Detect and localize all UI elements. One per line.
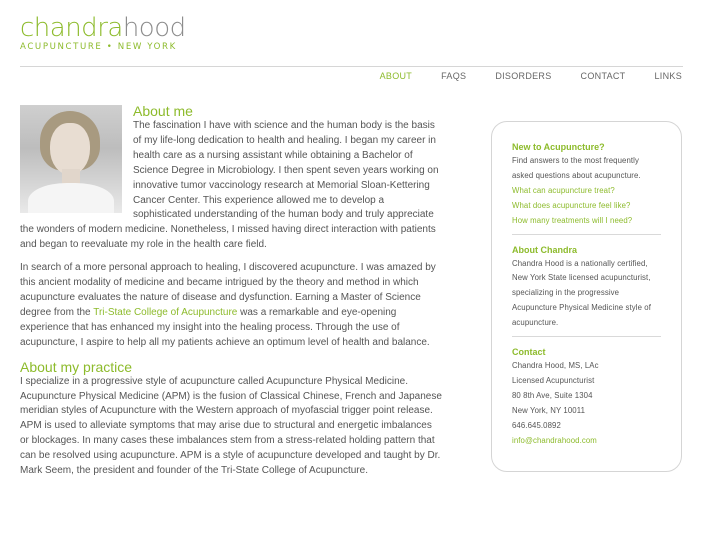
nav-faqs[interactable]: FAQS	[441, 71, 467, 81]
logo-wordmark	[20, 14, 186, 42]
contact-address-1: 80 8th Ave, Suite 1304	[512, 390, 593, 400]
about-paragraph-1: The fascination I have with science and the human body is the basis of my life-long dedication to health and healing. I began my career in health care as a nursing assistant while obtaining a Bachelor of Science Degree in Microbiology. I then spent seven years working on innovative tumor vaccinology research at Memorial Sloan-Kettering Cancer Center. This experience allowed me to develop a sophisticated understanding of the human body and truly appreciate the wonders of modern medicine. Nonetheless, I missed having direct interaction with patients and began to reevaluate my role in the health care field.	[20, 120, 439, 251]
contact-address-2: New York, NY 10011	[512, 405, 586, 415]
about-chandra-heading: About Chandra	[512, 244, 577, 255]
about-chandra-text: Chandra Hood is a nationally certified, New York State licensed acupuncturist, specializing in the progressive Acupuncture Physical Medicine style of acupuncture.	[512, 258, 652, 328]
header-divider	[20, 66, 683, 67]
logo-tagline: ACUPUNCTURE • NEW YORK	[20, 42, 177, 52]
contact-phone: 646.645.0892	[512, 420, 561, 430]
link-what-can-treat[interactable]: What can acupuncture treat?	[512, 185, 615, 195]
portrait-photo	[20, 105, 122, 213]
nav-disorders[interactable]: DISORDERS	[495, 71, 552, 81]
about-paragraph-2: In search of a more personal approach to healing, I discovered acupuncture. I was amazed by this ancient modality of medicine and became intrigued by the theory and method in which acupuncture evaluates the nature of disease and dysfunction. Earning a Master of Science degree from the Tri-State College of Acupuncture was a remarkable and eye-opening experience that has enhanced my insight into the healing process. Through the use of acupuncture, I aspire to help all my patients achieve an optimum level of health and balance.	[20, 262, 436, 348]
tri-state-college-link[interactable]: Tri-State College of Acupuncture	[93, 306, 238, 318]
nav-about[interactable]: ABOUT	[379, 71, 413, 81]
contact-email-link[interactable]: info@chandrahood.com	[512, 435, 597, 445]
main-nav	[351, 71, 682, 81]
contact-heading: Contact	[512, 347, 546, 358]
main-content	[20, 102, 442, 487]
nav-contact[interactable]: CONTACT	[580, 71, 626, 81]
contact-title: Licensed Acupuncturist	[512, 375, 595, 385]
about-me-heading: About me	[133, 103, 193, 119]
new-to-acupuncture-text: Find answers to the most frequently asked questions about acupuncture.	[512, 156, 641, 180]
sidebar-box	[491, 121, 682, 472]
link-what-feel-like[interactable]: What does acupuncture feel like?	[512, 200, 631, 210]
logo-part-chandra: chandra	[20, 13, 123, 43]
new-to-acupuncture-heading: New to Acupuncture?	[512, 142, 605, 152]
nav-links[interactable]: LINKS	[654, 71, 682, 81]
about-practice-heading: About my practice	[20, 358, 133, 375]
link-how-many-treatments[interactable]: How many treatments will I need?	[512, 215, 633, 225]
sidebar-divider	[512, 234, 661, 235]
contact-name: Chandra Hood, MS, LAc	[512, 361, 599, 371]
site-logo[interactable]	[20, 14, 186, 52]
sidebar-divider	[512, 336, 661, 337]
practice-paragraph: I specialize in a progressive style of acupuncture called Acupuncture Physical Medicine. Acupuncture Physical Medicine (APM) is the fusion of Classical Chinese, French and Japanese meridian styles of Acupuncture with the Western approach of myofascial trigger point release. APM is used to alleviate symptoms that may arise due to structural and energetic imbalances or blockages. In many cases these imbalances stem from a stress-related holding pattern that can be resolved using acupuncture. APM is a style of acupuncture developed and taught by Dr. Mark Seem, the president and founder of the Tri-State College of Acupuncture.	[20, 375, 442, 477]
logo-part-hood: hood	[122, 13, 186, 43]
